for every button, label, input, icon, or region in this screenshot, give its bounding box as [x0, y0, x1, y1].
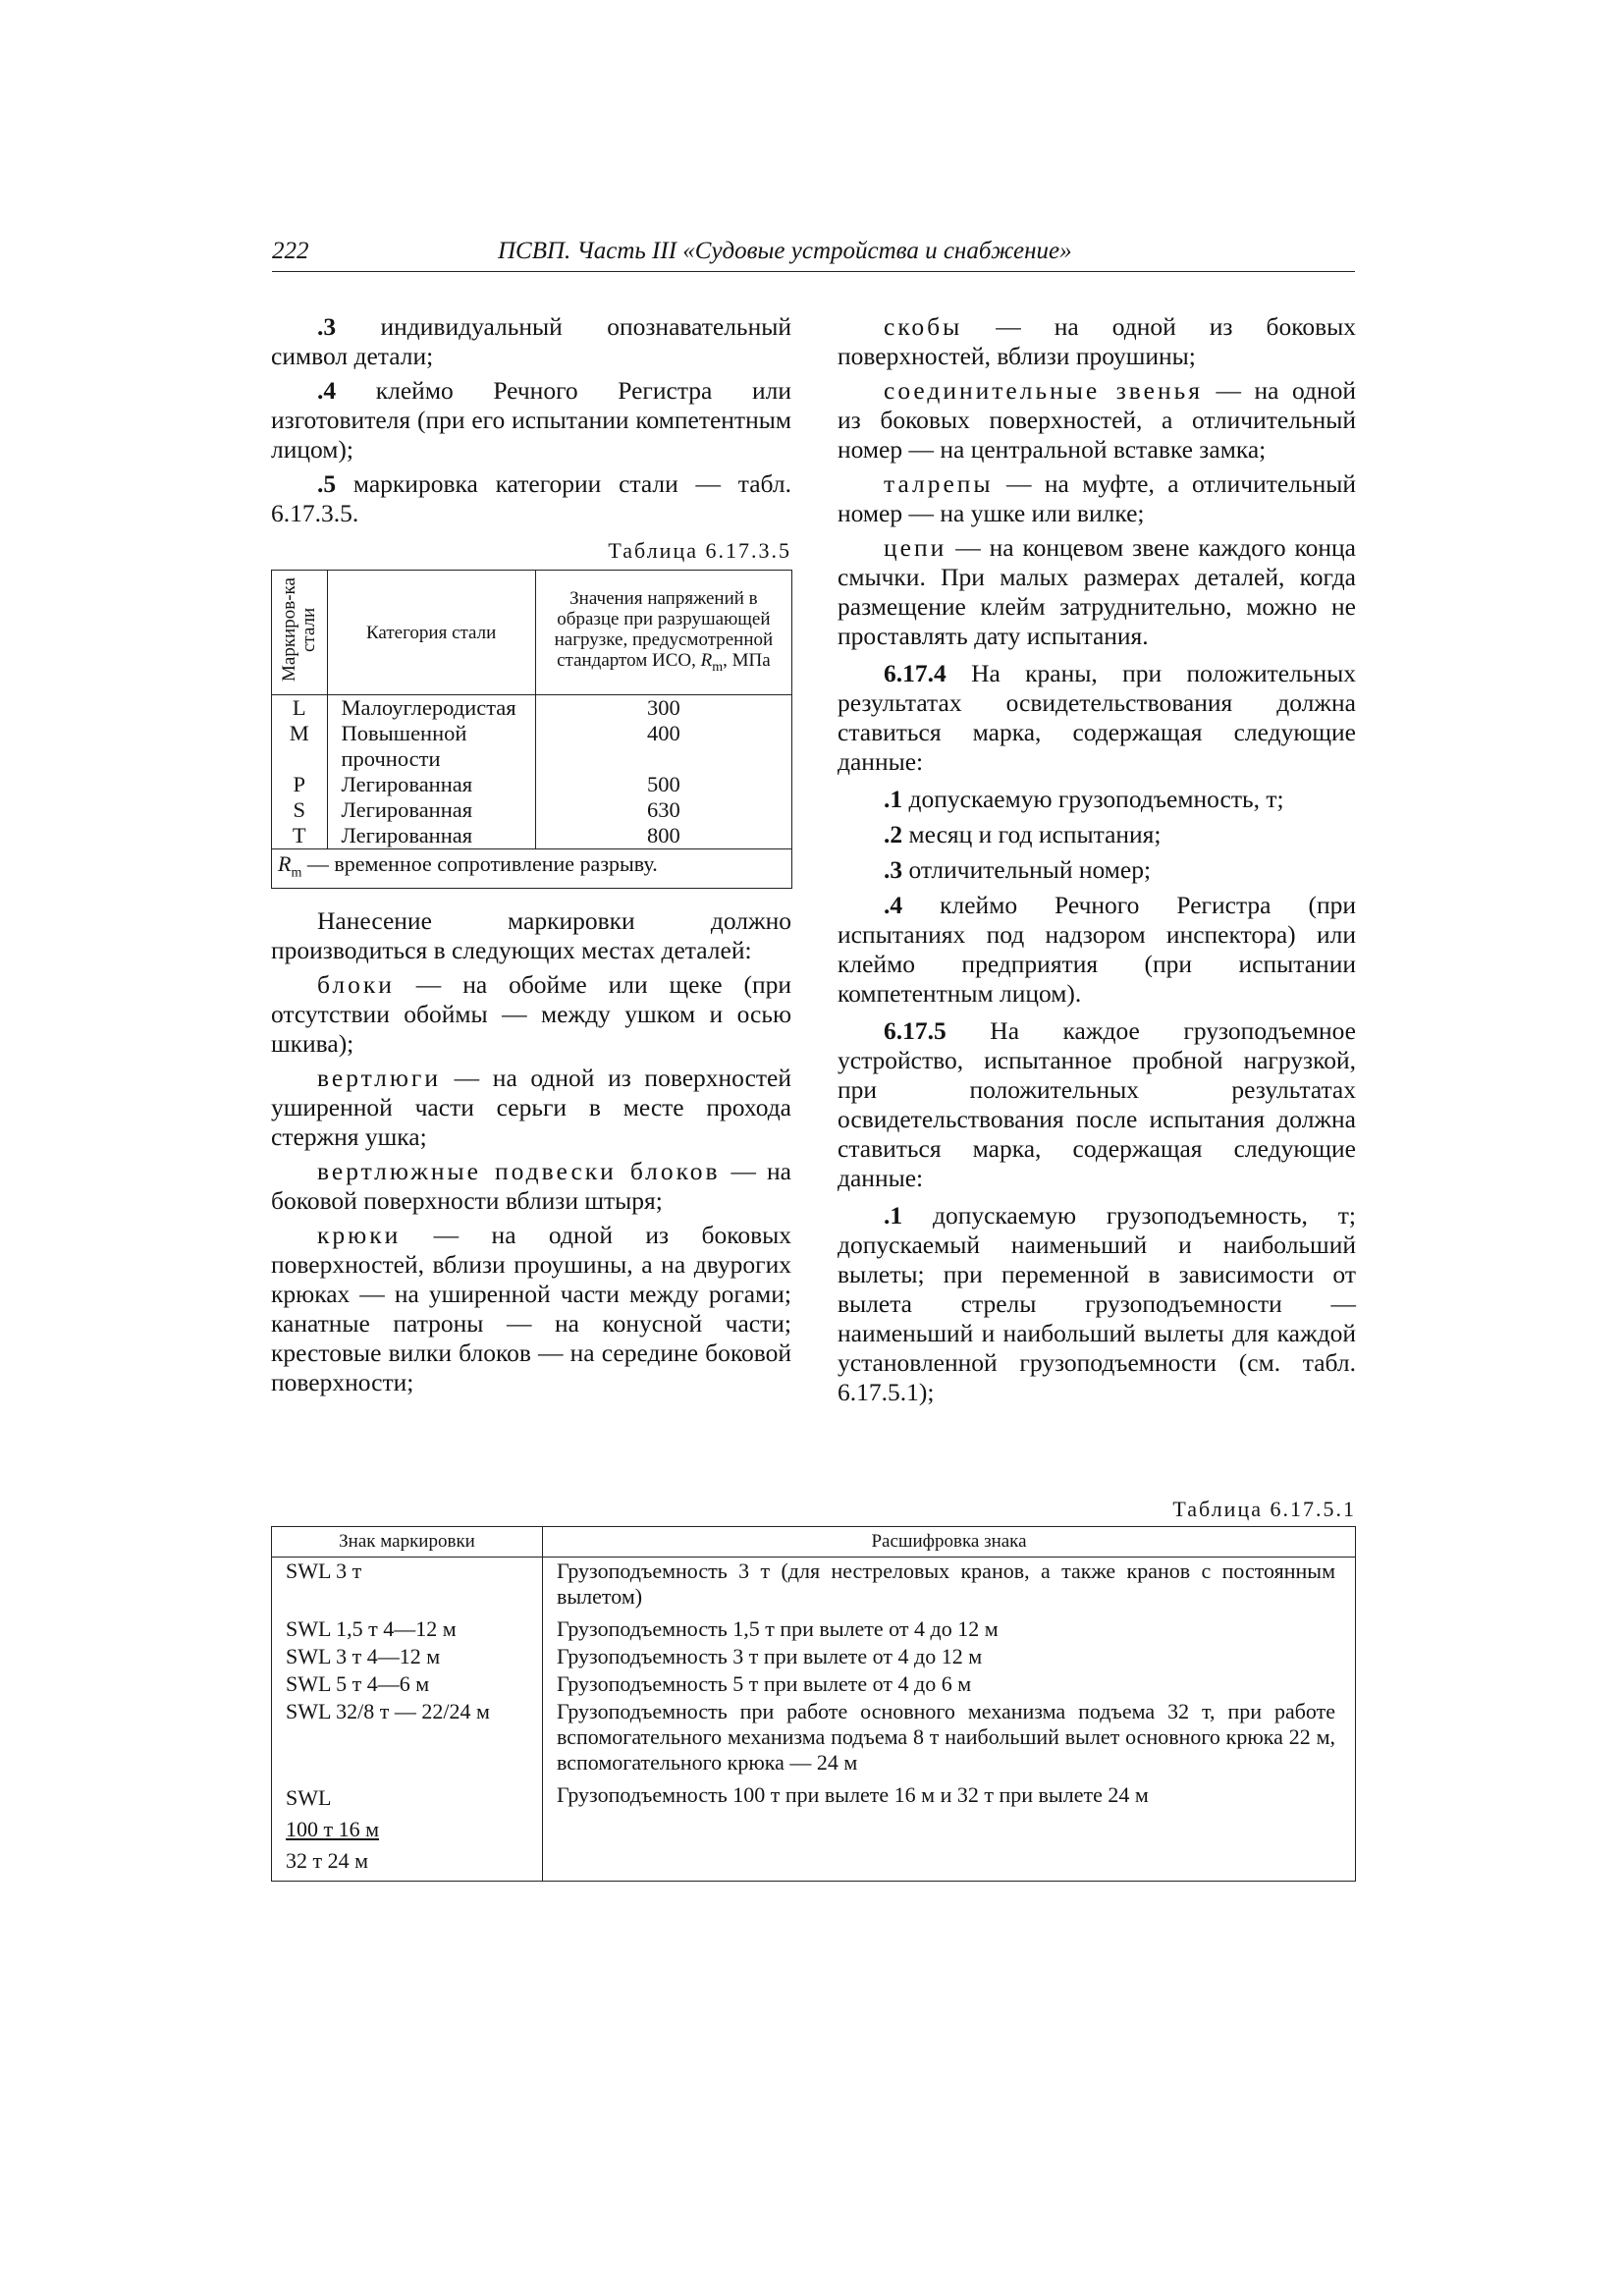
table-header-row	[272, 1527, 1356, 1558]
list-item: соединительные звенья — на одной из боковых поверхностей, а отличительный номер — на центральной вставке замка;	[838, 376, 1356, 464]
table-cell: S	[272, 797, 328, 823]
list-item: .1 допускаемую грузоподъемность, т; допускаемый наименьший и наибольший вылеты; при переменной в зависимости от вылета стрелы грузоподъемности — наименьший и наибольший вылеты для каждой установленной грузоподъемности (см. табл. 6.17.5.1);	[838, 1201, 1356, 1406]
term: цепи	[884, 533, 947, 562]
table-cell: 630	[535, 797, 791, 823]
table-cell: L	[272, 695, 328, 722]
item-number: .2	[884, 820, 903, 848]
table-cell: 300	[535, 695, 791, 722]
table-row	[272, 1558, 1356, 1612]
item-text: клеймо Речного Регистра или изготовителя (при его испытании компетентным лицом);	[271, 376, 791, 464]
table-row	[272, 1611, 1356, 1643]
left-column	[271, 312, 791, 1402]
header-cell-sign: Знак маркировки	[272, 1527, 543, 1558]
table-cell: Легированная	[327, 797, 535, 823]
section-number: 6.17.5	[884, 1016, 947, 1045]
item-number: .3	[884, 855, 903, 884]
table-cell: Грузоподъемность 3 т (для нестреловых кранов, а также кранов с постоянным вылетом)	[543, 1558, 1356, 1612]
table-header-row	[272, 571, 792, 695]
table-row	[272, 823, 792, 849]
item-number: .3	[317, 312, 337, 341]
table-cell	[272, 1777, 543, 1882]
list-item: крюки — на одной из боковых поверхностей, вблизи проушины, а на двурогих крюках — на уширенной части между рогами; канатные патроны — на конусной части; крестовые вилки блоков — на середине боковой поверхности;	[271, 1221, 791, 1397]
table-row	[272, 1698, 1356, 1777]
term: крюки	[317, 1221, 402, 1250]
term: вертлюжные подвески блоков	[317, 1157, 721, 1186]
table-caption: Таблица 6.17.5.1	[1172, 1497, 1356, 1521]
table-cell: Малоуглеродистая	[327, 695, 535, 722]
item-number: .1	[884, 1201, 903, 1230]
term: талрепы	[884, 469, 994, 498]
table-footnote: $R_m$ — временное сопротивление разрыву.	[272, 849, 792, 889]
table-cell: Грузоподъемность 100 т при вылете 16 м и 32 т при вылете 24 м	[543, 1777, 1356, 1882]
sign-line: SWL	[286, 1785, 332, 1810]
table-row	[272, 1777, 1356, 1882]
item-number: .1	[884, 785, 903, 813]
list-item: блоки — на обойме или щеке (при отсутствии обоймы — между ушком и осью шкива);	[271, 970, 791, 1059]
marking-table-block	[271, 1497, 1356, 1882]
list-item: .3 отличительный номер;	[884, 855, 1152, 884]
list-item: вертлюжные подвески блоков — на боковой поверхности вблизи штыря;	[271, 1157, 791, 1216]
section-number: 6.17.4	[884, 659, 947, 687]
table-row	[272, 1643, 1356, 1670]
sign-line: 100 т 16 м	[286, 1817, 380, 1841]
table-cell: M	[272, 721, 328, 772]
paragraph: Нанесение маркировки должно производиться в следующих местах деталей:	[271, 906, 791, 965]
list-item	[271, 376, 791, 465]
list-item: .2 месяц и год испытания;	[884, 820, 1162, 848]
item-number: .4	[317, 376, 337, 405]
section-6-17-4: 6.17.4 На краны, при положительных результатах освидетельствования должна ставиться марка, содержащая следующие данные:	[838, 659, 1356, 776]
item-text: индивидуальный опознавательный символ детали;	[271, 312, 791, 370]
list-item: .4 клеймо Речного Регистра (при испытаниях под надзором инспектора) или клеймо предприятия (при испытании компетентным лицом).	[838, 891, 1356, 1008]
header-cell-category: Категория стали	[327, 571, 535, 695]
list-item: цепи — на концевом звене каждого конца смычки. При малых размерах деталей, когда размещение клейм затруднительно, можно не проставлять дату испытания.	[838, 533, 1356, 650]
sign-line: 32 т 24 м	[286, 1848, 369, 1873]
list-item: .1 допускаемую грузоподъемность, т;	[884, 785, 1284, 813]
table-cell: 400	[535, 721, 791, 772]
table-row	[272, 721, 792, 772]
term: скобы	[884, 312, 963, 341]
table-row	[272, 1670, 1356, 1698]
table-cell: Грузоподъемность при работе основного механизма подъема 32 т, при работе вспомогательного механизма подъема 8 т наибольший вылет основного крюка 22 м, вспомогательного крюка — 24 м	[543, 1698, 1356, 1777]
table-cell: 800	[535, 823, 791, 849]
table-caption: Таблица 6.17.3.5	[608, 538, 791, 563]
list-item	[271, 469, 791, 528]
table-cell: Грузоподъемность 3 т при вылете от 4 до 12 м	[543, 1643, 1356, 1670]
term: соединительные звенья	[884, 376, 1203, 405]
list-item: скобы — на одной из боковых поверхностей, вблизи проушины;	[838, 312, 1356, 370]
list-item: вертлюги — на одной из поверхностей уширенной части серьги в месте прохода стержня ушка;	[271, 1064, 791, 1152]
item-number: .4	[884, 891, 903, 919]
page-number: 222	[272, 238, 309, 264]
right-column	[838, 312, 1356, 1412]
steel-category-table	[271, 570, 792, 889]
table-cell: Легированная	[327, 823, 535, 849]
list-item	[271, 312, 791, 371]
table-cell: SWL 3 т 4—12 м	[272, 1643, 543, 1670]
marking-sign-table	[271, 1526, 1356, 1882]
table-cell: SWL 5 т 4—6 м	[272, 1670, 543, 1698]
table-cell: Грузоподъемность 5 т при вылете от 4 до 6 м	[543, 1670, 1356, 1698]
table-row	[272, 772, 792, 797]
table-cell: P	[272, 772, 328, 797]
table-cell: Легированная	[327, 772, 535, 797]
table-row	[272, 797, 792, 823]
table-cell: SWL 32/8 т — 22/24 м	[272, 1698, 543, 1777]
table-cell: SWL 3 т	[272, 1558, 543, 1612]
header-cell-description: Расшифровка знака	[543, 1527, 1356, 1558]
table-row	[272, 695, 792, 722]
section-6-17-5: 6.17.5 На каждое грузоподъемное устройство, испытанное пробной нагрузкой, при положительных результатах освидетельствования после испытания должна ставиться марка, содержащая следующие данные:	[838, 1016, 1356, 1192]
item-text: маркировка категории стали — табл. 6.17.3.5.	[271, 469, 791, 527]
table-cell: Грузоподъемность 1,5 т при вылете от 4 до 12 м	[543, 1611, 1356, 1643]
list-item: талрепы — на муфте, а отличительный номер — на ушке или вилке;	[838, 469, 1356, 527]
item-number: .5	[317, 469, 337, 498]
table-cell: SWL 1,5 т 4—12 м	[272, 1611, 543, 1643]
term: вертлюги	[317, 1064, 442, 1093]
header-cell-value: Значения напряжений в образце при разрушающей нагрузке, предусмотренной стандартом ИСО, $R_m$, МПа	[535, 571, 791, 695]
header-cell-mark: Маркиров-ка стали	[272, 571, 328, 695]
table-cell: 500	[535, 772, 791, 797]
table-cell: Повышенной прочности	[327, 721, 535, 772]
term: блоки	[317, 970, 395, 1000]
table-cell: T	[272, 823, 328, 849]
running-title: ПСВП. Часть III «Судовые устройства и снабжение»	[498, 238, 1072, 264]
table-footnote-row	[272, 849, 792, 889]
page-header	[272, 238, 1355, 272]
